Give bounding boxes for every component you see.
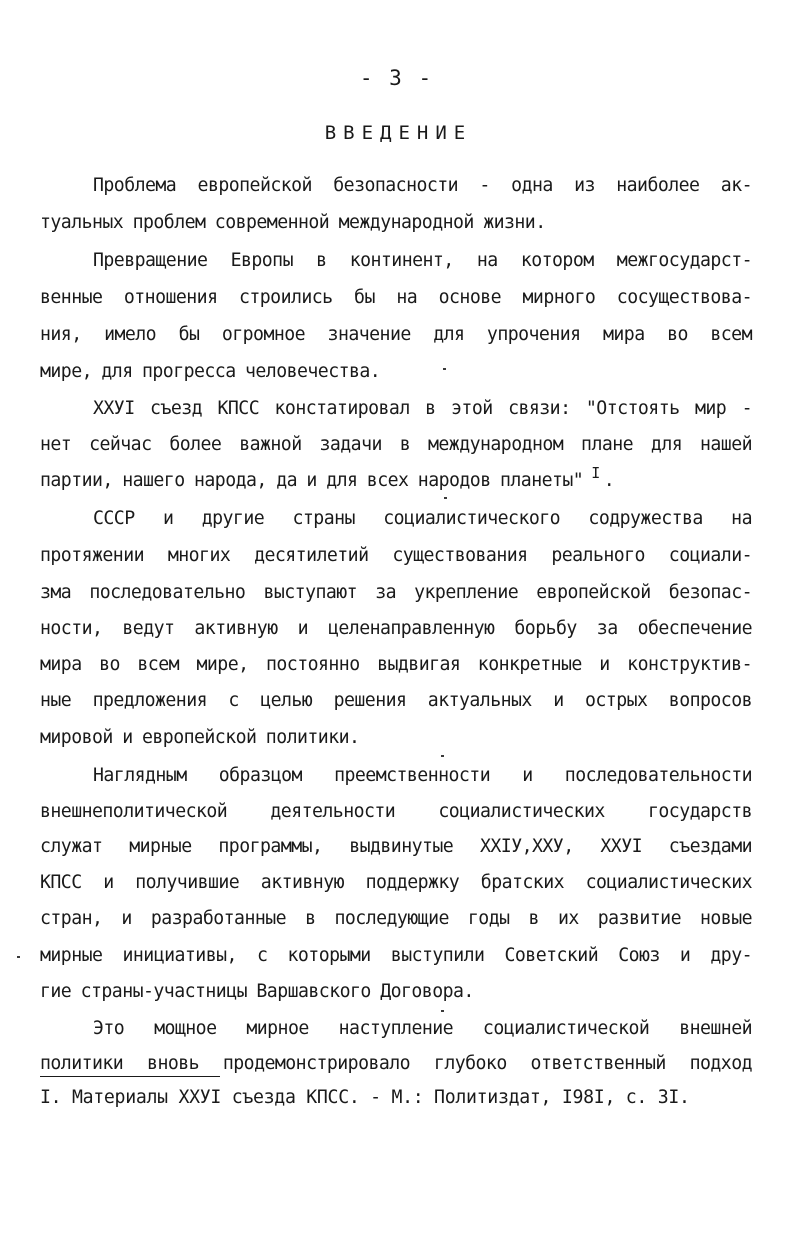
text-line: политики вновь продемонстрировало глубоко ответственный подход: [40, 1053, 752, 1074]
text-line: ния, имело бы огромное значение для упрочения мира во всем: [40, 324, 752, 345]
sentence-end: .: [603, 470, 615, 491]
text-line: мира во всем мире, постоянно выдвигая конкретные и конструктив-: [40, 654, 752, 675]
text-line: внешнеполитической деятельности социалистических государств: [40, 801, 752, 822]
text-line: Наглядным образцом преемственности и последовательности: [93, 765, 752, 786]
scan-speck: [444, 497, 447, 499]
text-line-with-footnote-ref: [40, 466, 752, 496]
scan-speck: [17, 956, 20, 958]
text-line: гие страны-участницы Варшавского Договора.: [40, 981, 474, 1002]
scan-speck: [441, 1010, 444, 1012]
text-line: Это мощное мирное наступление социалистической внешней: [93, 1018, 752, 1039]
text-line: Превращение Европы в континент, на котором межгосударст-: [93, 250, 752, 271]
text-fragment: партии, нашего народа, да и для всех народов планеты": [40, 470, 584, 491]
text-line: мирные инициативы, с которыми выступили Советский Союз и дру-: [40, 945, 752, 966]
text-line: зма последовательно выступают за укрепление европейской безопас-: [40, 582, 752, 603]
footnote-text: I. Материалы ХХУI съезда КПСС. - М.: Политиздат, I98I, с. 3I.: [40, 1087, 690, 1108]
text-line: ХХУI съезд КПСС констатировал в этой связи: "Отстоять мир -: [93, 398, 752, 419]
scan-speck: [443, 368, 446, 370]
footnote-reference: I: [591, 464, 600, 482]
text-line: СССР и другие страны социалистического содружества на: [93, 508, 752, 529]
text-line: мировой и европейской политики.: [40, 727, 360, 748]
text-line: протяжении многих десятилетий существования реального социали-: [40, 545, 752, 566]
text-line: мире, для прогресса человечества.: [40, 361, 381, 382]
text-line: КПСС и получившие активную поддержку братских социалистических: [40, 872, 752, 893]
text-line: служат мирные программы, выдвинутые ХХIУ,ХХУ, ХХУI съездами: [40, 836, 752, 857]
text-line: туальных проблем современной международной жизни.: [40, 212, 546, 233]
footnote-separator: [40, 1076, 220, 1077]
scan-speck: [441, 755, 444, 757]
text-line: ные предложения с целью решения актуальных и острых вопросов: [40, 690, 752, 711]
text-line: ности, ведут активную и целенаправленную борьбу за обеспечение: [40, 618, 752, 639]
text-line: венные отношения строились бы на основе мирного сосуществова-: [40, 287, 752, 308]
section-heading: ВВЕДЕНИЕ: [324, 122, 473, 144]
text-line: стран, и разработанные в последующие годы в их развитие новые: [40, 908, 752, 929]
page-number: - 3 -: [359, 66, 434, 90]
text-line: Проблема европейской безопасности - одна из наиболее ак-: [93, 175, 752, 196]
text-line: нет сейчас более важной задачи в международном плане для нашей: [40, 434, 752, 455]
